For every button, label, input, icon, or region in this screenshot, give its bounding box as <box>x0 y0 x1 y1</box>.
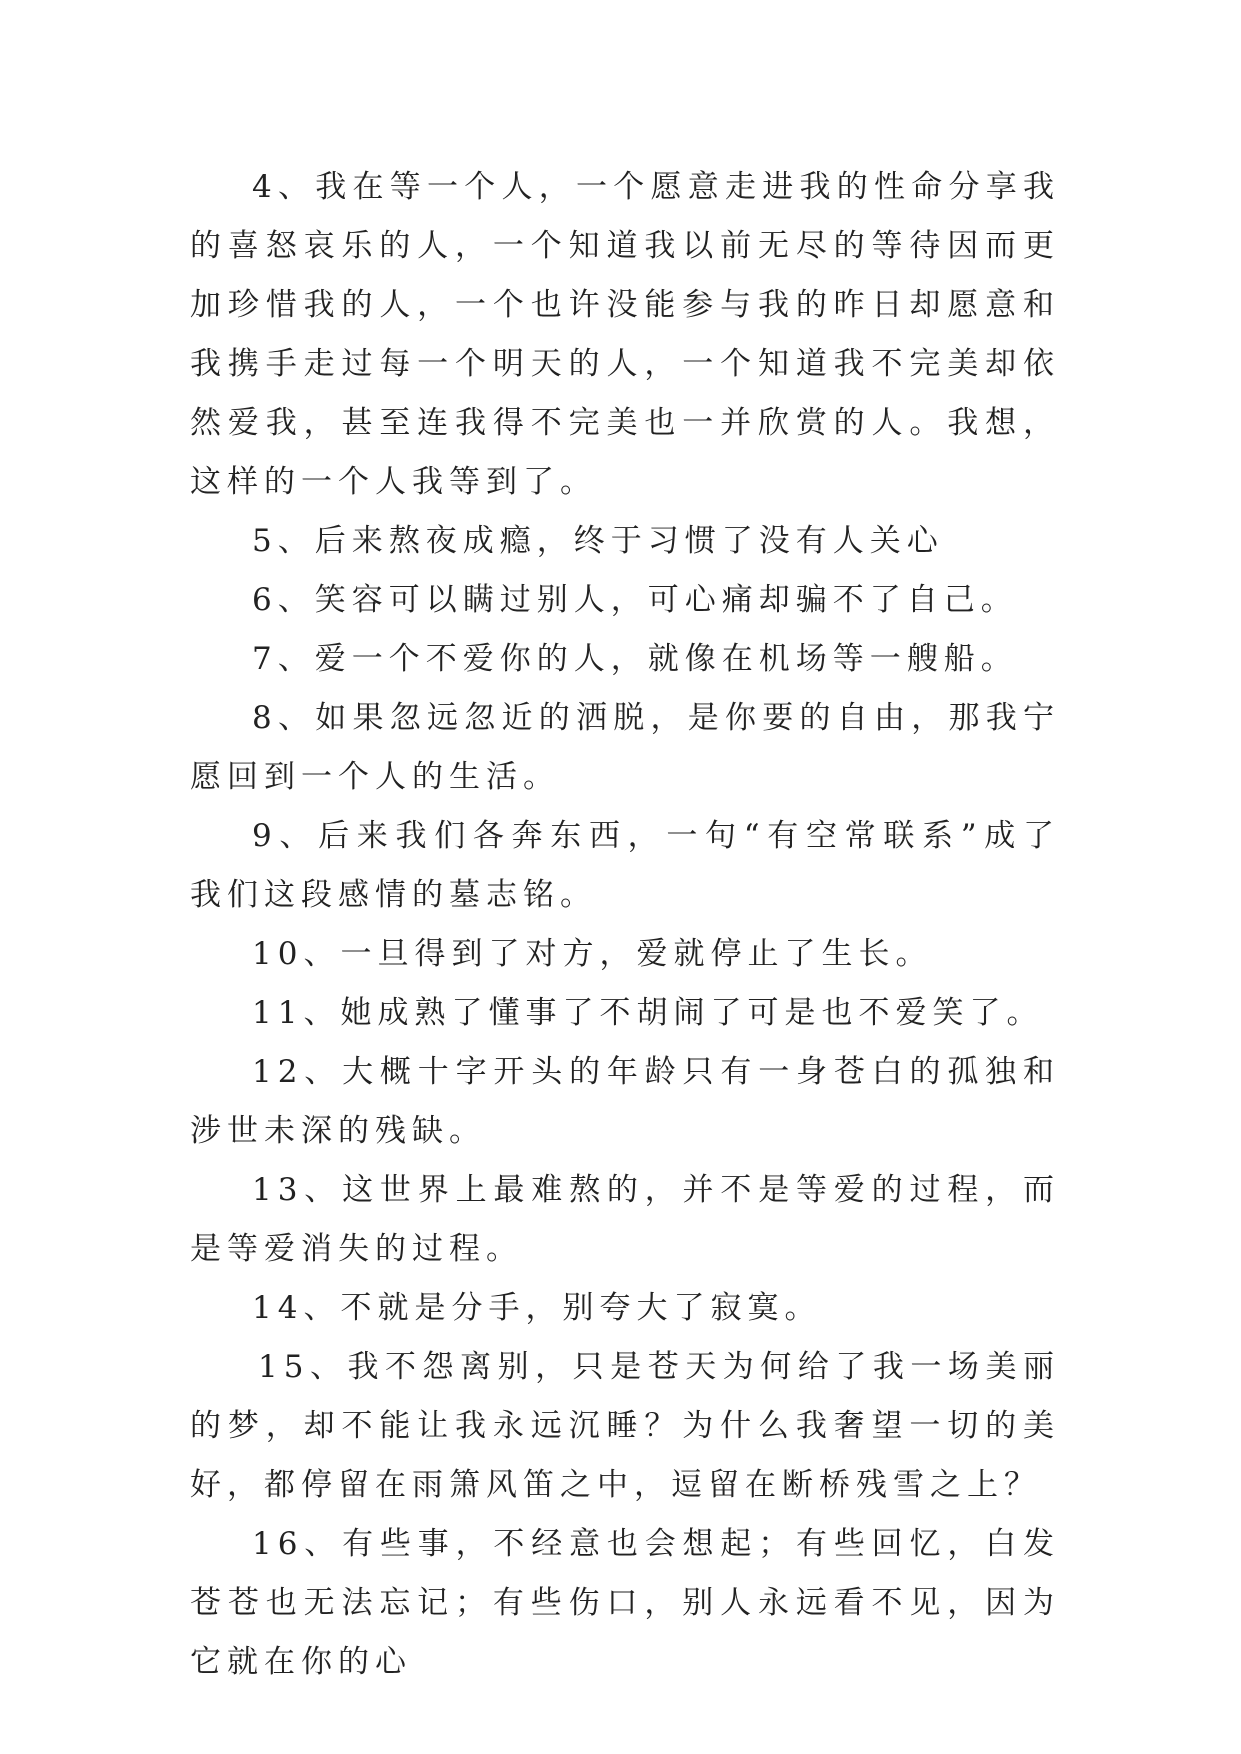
paragraph-10: 10、一旦得到了对方，爱就停止了生长。 <box>252 936 933 972</box>
paragraph-7: 7、爱一个不爱你的人，就像在机场等一艘船。 <box>252 641 1018 677</box>
paragraph-16: 16、有些事，不经意也会想起；有些回忆，白发苍苍也无法忘记；有些伤口，别人永远看不见，因为它就在你的心 <box>190 1526 1060 1680</box>
paragraph-13: 13、这世界上最难熬的，并不是等爱的过程，而是等爱消失的过程。 <box>190 1172 1060 1267</box>
paragraph-4: 4、我在等一个人，一个愿意走进我的性命分享我的喜怒哀乐的人，一个知道我以前无尽的等待因而更加珍惜我的人，一个也许没能参与我的昨日却愿意和我携手走过每一个明天的人，一个知道我不完美却依然爱我，甚至连我得不完美也一并欣赏的人。我想，这样的一个人我等到了。 <box>190 169 1060 500</box>
paragraph-11: 11、她成熟了懂事了不胡闹了可是也不爱笑了。 <box>252 995 1044 1031</box>
paragraph-14: 14、不就是分手，别夸大了寂寞。 <box>252 1290 822 1326</box>
paragraph-6: 6、笑容可以瞒过别人，可心痛却骗不了自己。 <box>252 582 1018 618</box>
paragraph-8: 8、如果忽远忽近的洒脱，是你要的自由，那我宁愿回到一个人的生活。 <box>190 700 1060 795</box>
paragraph-9: 9、后来我们各奔东西，一句“有空常联系”成了我们这段感情的墓志铭。 <box>190 818 1060 913</box>
document-body <box>190 158 1060 1692</box>
paragraph-12: 12、大概十字开头的年龄只有一身苍白的孤独和涉世未深的残缺。 <box>190 1054 1060 1149</box>
paragraph-5: 5、后来熬夜成瘾，终于习惯了没有人关心 <box>252 523 944 559</box>
paragraph-15: 15、我不怨离别，只是苍天为何给了我一场美丽的梦，却不能让我永远沉睡？为什么我奢望一切的美好，都停留在雨箫风笛之中，逗留在断桥残雪之上？ <box>190 1349 1060 1503</box>
